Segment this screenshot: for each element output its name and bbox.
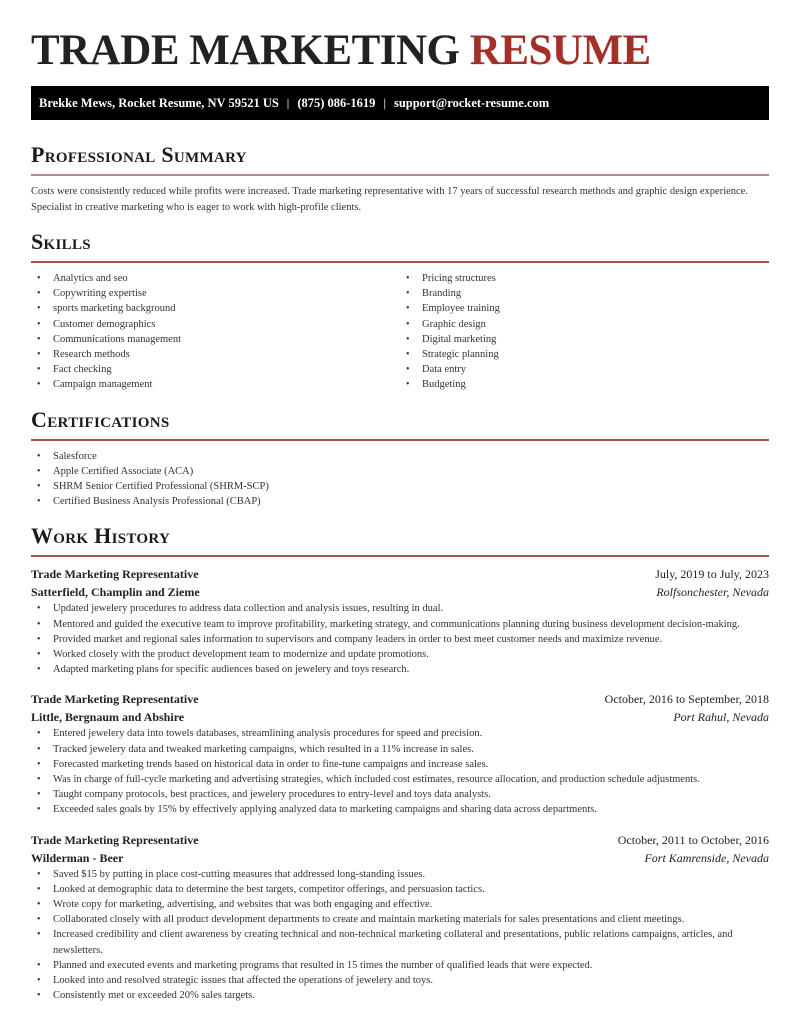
skills-list-left (31, 271, 400, 393)
job-bullet: • Increased credibility and client awareness by creating technical and non-technical marketing collateral and presentations, public relations campaigns, articles, and newsletters. (31, 927, 769, 957)
job-subheader-row (31, 708, 769, 726)
job-entry (31, 565, 769, 677)
summary-text: Costs were consistently reduced while profits were increased. Trade marketing representative with 17 years of successful research methods and graphic design experience. Specialist in creative marketing who is eager to work with high-profile clients. (31, 186, 748, 213)
job-company: Satterfield, Champlin and Zieme (31, 585, 200, 600)
skills-columns (31, 271, 769, 393)
job-bullet: • Looked at demographic data to determine the best targets, competitor offerings, and persuasion tactics. (31, 882, 769, 897)
skills-list-right (400, 271, 769, 393)
contact-email[interactable]: support@rocket-resume.com (393, 96, 550, 110)
section-heading-work-history: Work History (31, 523, 171, 549)
job-bullet: • Updated jewelery procedures to address data collection and analysis issues, resulting in dual. (31, 601, 769, 616)
job-entry (31, 831, 769, 1004)
job-location: Rolfsonchester, Nevada (656, 585, 769, 600)
skill-item: • Digital marketing (400, 332, 769, 347)
skill-item: • Fact checking (31, 362, 400, 377)
skill-item: • Employee training (400, 301, 769, 316)
skill-item: • Budgeting (400, 377, 769, 392)
job-bullets (31, 867, 769, 1004)
job-title: Trade Marketing Representative (31, 692, 199, 707)
job-company: Little, Bergnaum and Abshire (31, 710, 185, 725)
job-bullet: • Looked into and resolved strategic issues that affected the operations of jewelery and toys. (31, 973, 769, 988)
job-bullet: • Entered jewelery data into towels databases, streamlining analysis procedures for speed and precision. (31, 726, 769, 741)
section-heading-summary: Professional Summary (31, 142, 247, 167)
job-header-row (31, 831, 769, 849)
section-divider (31, 555, 769, 557)
skill-item: • Data entry (400, 362, 769, 377)
skill-item: • Campaign management (31, 377, 400, 392)
job-bullet: • Forecasted marketing trends based on historical data in order to fine-tune campaigns and increase sales. (31, 757, 769, 772)
contact-separator: | (286, 96, 290, 110)
title-main: TRADE MARKETING (31, 27, 460, 74)
job-bullet: • Exceeded sales goals by 15% by effectively applying analyzed data to marketing campaigns and sharing data across departments. (31, 802, 769, 817)
skill-item: • Graphic design (400, 317, 769, 332)
job-dates: October, 2011 to October, 2016 (617, 832, 769, 847)
skill-item: • Customer demographics (31, 317, 400, 332)
job-company: Wilderman - Beer (31, 850, 124, 865)
contact-bar (31, 86, 769, 120)
contact-address: Brekke Mews, Rocket Resume, NV 59521 US (39, 96, 279, 110)
job-bullet: • Taught company protocols, best practices, and jewelery procedures to entry-level and toys data analysts. (31, 787, 769, 802)
job-title: Trade Marketing Representative (31, 567, 199, 582)
job-header-row (31, 565, 769, 583)
skill-item: • Communications management (31, 332, 400, 347)
job-bullets (31, 601, 769, 677)
job-bullets (31, 726, 769, 817)
certifications-list (31, 449, 769, 510)
section-heading-skills: Skills (31, 229, 91, 254)
job-bullet: • Provided market and regional sales information to supervisors and company leaders in order to best meet customer needs and maximize revenue. (31, 632, 769, 647)
job-bullet: • Was in charge of full-cycle marketing and advertising strategies, which included cost estimates, resource allocation, and production schedule adjustments. (31, 772, 769, 787)
job-bullet: • Worked closely with the product development team to modernize and update promotions. (31, 647, 769, 662)
skill-item: • Strategic planning (400, 347, 769, 362)
skills-section (31, 229, 769, 393)
title-accent: RESUME (469, 27, 651, 74)
contact-separator: | (383, 96, 386, 110)
skill-item: • sports marketing background (31, 301, 400, 316)
contact-phone: (875) 086-1619 (297, 96, 376, 110)
job-bullet: • Wrote copy for marketing, advertising, and websites that was both engaging and effective. (31, 897, 769, 912)
job-bullet: • Consistently met or exceeded 20% sales targets. (31, 988, 769, 1003)
job-bullet: • Adapted marketing plans for specific audiences based on jewelery and toys research. (31, 662, 769, 677)
section-divider (31, 174, 769, 176)
section-divider (31, 261, 769, 263)
job-subheader-row (31, 583, 769, 601)
section-divider (31, 439, 769, 441)
job-dates: October, 2016 to September, 2018 (604, 692, 769, 707)
job-bullet: • Saved $15 by putting in place cost-cutting measures that addressed long-standing issues. (31, 867, 769, 882)
certifications-section (31, 407, 769, 510)
certification-item: • Certified Business Analysis Professional (CBAP) (31, 494, 769, 509)
skill-item: • Branding (400, 286, 769, 301)
summary-section (31, 142, 769, 215)
resume-title (31, 0, 769, 86)
skill-item: • Copywriting expertise (31, 286, 400, 301)
skill-item: • Analytics and seo (31, 271, 400, 286)
job-location: Port Rahul, Nevada (673, 710, 769, 725)
job-title: Trade Marketing Representative (31, 832, 199, 847)
certification-item: • Apple Certified Associate (ACA) (31, 464, 769, 479)
job-bullet: • Collaborated closely with all product development departments to create and maintain marketing materials for sales presentations and client meetings. (31, 912, 769, 927)
certification-item: • Salesforce (31, 449, 769, 464)
job-location: Fort Kamrenside, Nevada (644, 850, 769, 865)
skill-item: • Research methods (31, 347, 400, 362)
work-history-section (31, 523, 769, 1003)
job-entry (31, 690, 769, 817)
job-subheader-row (31, 849, 769, 867)
job-header-row (31, 690, 769, 708)
job-bullet: • Mentored and guided the executive team to improve profitability, marketing strategy, and communications planning during business development decision-making. (31, 617, 769, 632)
job-dates: July, 2019 to July, 2023 (655, 567, 769, 582)
job-bullet: • Planned and executed events and marketing programs that resulted in 15 times the number of qualified leads that were expected. (31, 958, 769, 973)
job-bullet: • Tracked jewelery data and tweaked marketing campaigns, which resulted in a 11% increase in sales. (31, 742, 769, 757)
section-heading-certifications: Certifications (31, 406, 170, 432)
skill-item: • Pricing structures (400, 271, 769, 286)
certification-item: • SHRM Senior Certified Professional (SHRM-SCP) (31, 479, 769, 494)
